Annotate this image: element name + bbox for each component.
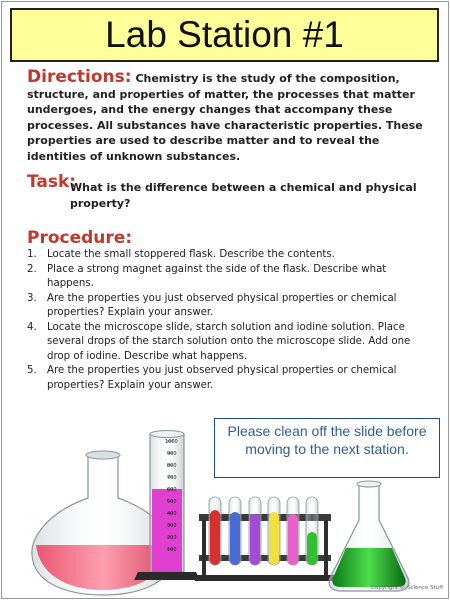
scale-label: 1000 xyxy=(165,439,178,445)
scale-label: 600 xyxy=(167,487,177,493)
step-text: Locate the microscope slide, starch solution and iodine solution. Place several drops of the starch solution onto the microscope slide. Add one drop of iodine. Describe what happens. xyxy=(47,321,411,362)
erlenmeyer-flask-icon xyxy=(329,481,409,591)
scale-label: 800 xyxy=(167,463,177,469)
task-heading: Task: xyxy=(27,172,77,192)
scale-label: 900 xyxy=(167,451,177,457)
directions-heading: Directions: xyxy=(27,67,132,87)
scale-label: 400 xyxy=(167,511,177,517)
scale-label: 200 xyxy=(167,535,177,541)
procedure-heading: Procedure: xyxy=(27,228,133,248)
step-text: Place a strong magnet against the side of the flask. Describe what happens. xyxy=(47,263,387,289)
step-number: 5. xyxy=(27,365,37,376)
step-number: 2. xyxy=(27,263,37,275)
step-number: 3. xyxy=(27,292,37,304)
directions-text: Chemistry is the study of the composition, structure, and properties of matter, the processes that matter undergoes, and the energy changes that accompany these processes. All substances have characteristic properties. These properties are used to describe matter and to reveal the identities of unknown substances. xyxy=(27,72,423,163)
step-text: Are the properties you just observed physical properties or chemical properties? Explain your answer. xyxy=(47,365,397,391)
scale-label: 100 xyxy=(167,547,177,553)
scale-label: 500 xyxy=(167,499,177,505)
task-text: What is the difference between a chemical and physical property? xyxy=(70,181,417,210)
test-tube-rack-icon xyxy=(195,497,335,581)
page-title: Lab Station #1 xyxy=(105,14,344,55)
step-number: 4. xyxy=(27,321,37,333)
step-text: Locate the small stoppered flask. Describe the contents. xyxy=(47,249,335,260)
step-text: Are the properties you just observed physical properties or chemical properties? Explain your answer. xyxy=(47,292,397,318)
cleanup-note: Please clean off the slide before moving to the next station. xyxy=(214,418,440,478)
scale-label: 700 xyxy=(167,475,177,481)
copyright-text: Copyright © Science Stuff xyxy=(371,585,443,591)
scale-label: 300 xyxy=(167,523,177,529)
step-number: 1. xyxy=(27,249,37,260)
